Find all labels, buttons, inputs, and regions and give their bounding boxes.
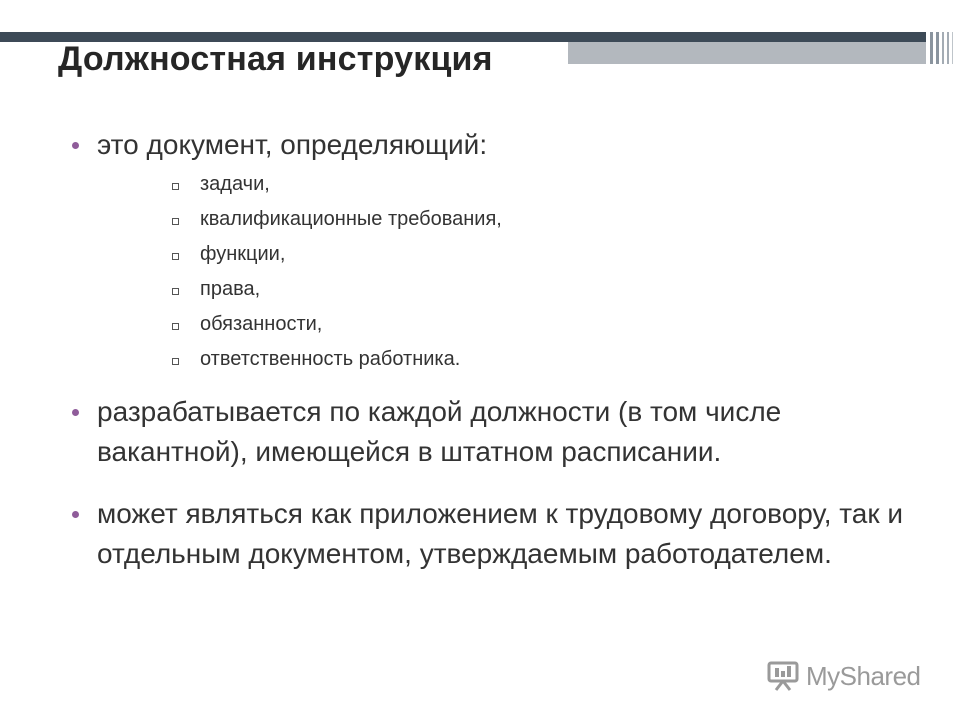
square-bullet-icon — [172, 323, 179, 330]
bullet-text: может являться как приложением к трудовому договору, так и отдельным документом, утверждаемым работодателем. — [97, 498, 904, 569]
bullet-dot — [72, 511, 79, 518]
watermark-text: MyShared — [806, 660, 921, 691]
square-bullet-icon — [172, 253, 179, 260]
sub-list-item — [172, 237, 912, 272]
sub-list-item-text: функции, — [200, 243, 286, 265]
bullet-text: это документ, определяющий: — [97, 129, 488, 160]
bullet-dot — [72, 409, 79, 416]
square-bullet-icon — [172, 358, 179, 365]
bullet-item — [72, 125, 912, 165]
header-bar-light — [568, 42, 944, 64]
bullet-item — [72, 392, 912, 472]
bullet-dot — [72, 142, 79, 149]
square-bullet-icon — [172, 288, 179, 295]
header-stripes-decoration — [926, 32, 960, 64]
sub-list-item — [172, 307, 912, 342]
bullet-item — [72, 494, 912, 574]
sub-list — [172, 167, 912, 377]
presentation-board-icon — [766, 659, 800, 693]
sub-list-item — [172, 272, 912, 307]
page-title: Должностная инструкция — [58, 40, 493, 78]
sub-list-item-text: квалификационные требования, — [200, 208, 502, 230]
sub-list-item-text: права, — [200, 278, 261, 300]
square-bullet-icon — [172, 183, 179, 190]
sub-list-item — [172, 342, 912, 377]
square-bullet-icon — [172, 218, 179, 225]
sub-list-item — [172, 167, 912, 202]
sub-list-item-text: ответственность работника. — [200, 348, 461, 370]
sub-list-item-text: обязанности, — [200, 313, 323, 335]
sub-list-item — [172, 202, 912, 237]
watermark — [766, 656, 921, 696]
bullet-text: разрабатывается по каждой должности (в том числе вакантной), имеющейся в штатном расписании. — [97, 396, 782, 467]
sub-list-item-text: задачи, — [200, 173, 270, 195]
slide-content — [72, 125, 912, 574]
